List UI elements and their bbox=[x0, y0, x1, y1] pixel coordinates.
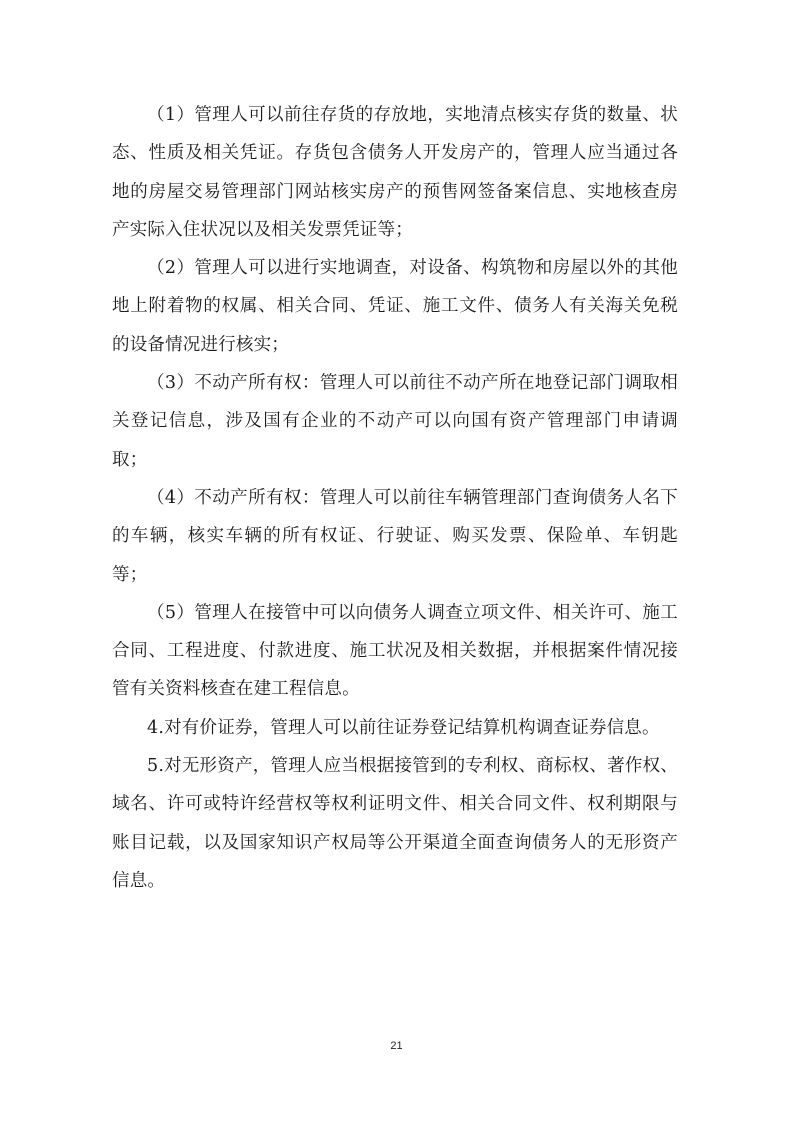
page-number: 21 bbox=[390, 1040, 403, 1052]
paragraph-construction: （5）管理人在接管中可以向债务人调查立项文件、相关许可、施工合同、工程进度、付款进度、施工状况及相关数据，并根据案件情况接管有关资料核查在建工程信息。 bbox=[112, 602, 678, 700]
paragraph-real-estate: （3）不动产所有权：管理人可以前往不动产所在地登记部门调取相关登记信息，涉及国有企业的不动产可以向国有资产管理部门申请调取； bbox=[112, 373, 678, 470]
paragraph-securities: 4.对有价证券，管理人可以前往证券登记结算机构调查证券信息。 bbox=[147, 717, 660, 738]
paragraph-inventory: （1）管理人可以前往存货的存放地，实地清点核实存货的数量、状态、性质及相关凭证。存货包含债务人开发房产的，管理人应当通过各地的房屋交易管理部门网站核实房产的预售网签备案信息、实地核查房产实际入住状况以及相关发票凭证等； bbox=[112, 105, 678, 240]
paragraph-equipment: （2）管理人可以进行实地调查，对设备、构筑物和房屋以外的其他地上附着物的权属、相关合同、凭证、施工文件、债务人有关海关免税的设备情况进行核实； bbox=[112, 258, 678, 355]
paragraph-vehicles: （4）不动产所有权：管理人可以前往车辆管理部门查询债务人名下的车辆，核实车辆的所有权证、行驶证、购买发票、保险单、车钥匙等； bbox=[112, 487, 678, 585]
paragraph-intangible-assets: 5.对无形资产，管理人应当根据接管到的专利权、商标权、著作权、域名、许可或特许经营权等权利证明文件、相关合同文件、权利期限与账目记载，以及国家知识产权局等公开渠道全面查询债务人的无形资产信息。 bbox=[112, 756, 678, 891]
body-text bbox=[112, 96, 678, 900]
